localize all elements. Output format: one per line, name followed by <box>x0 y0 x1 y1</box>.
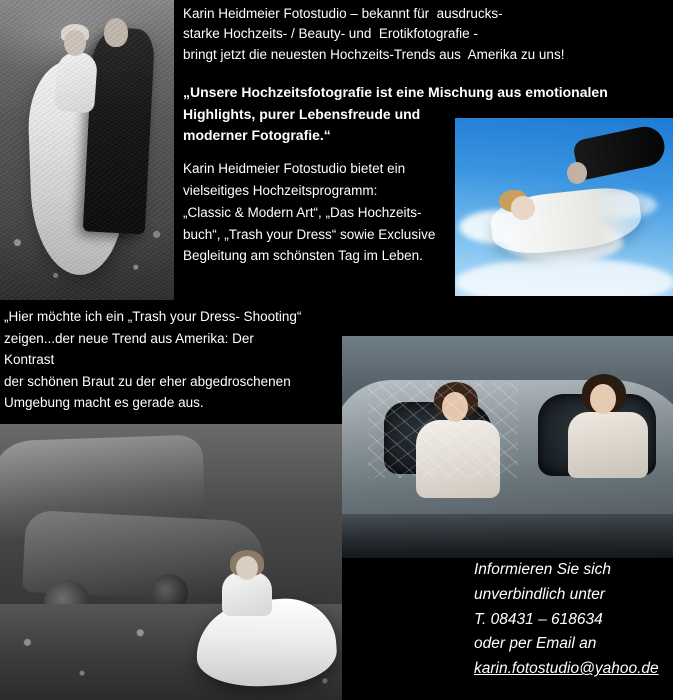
intro-line-2: starke Hochzeits- / Beauty- und Erotikfotografie - <box>183 26 478 42</box>
intro-line-1: Karin Heidmeier Fotostudio – bekannt für ausdrucks- <box>183 6 503 21</box>
bride-head-shape <box>236 556 258 580</box>
intro-paragraph <box>183 4 653 65</box>
trash-line-2: zeigen...der neue Trend aus Amerika: Der <box>4 330 254 346</box>
contact-line-4: oder per Email an <box>474 635 597 653</box>
photo-bw-wedding-couple <box>0 0 174 300</box>
contact-line-1: Informieren Sie sich <box>474 561 611 578</box>
trash-your-dress-paragraph <box>4 306 334 414</box>
trash-line-4: der schönen Braut zu der eher abgedroschenen <box>4 373 291 389</box>
contact-block <box>474 558 669 682</box>
shattered-glass-overlay <box>368 382 518 478</box>
film-grain-overlay <box>0 0 174 300</box>
groom-head-shape <box>567 162 587 184</box>
photo-wrecked-car-models <box>342 336 673 558</box>
photo-junkyard-bride <box>0 424 342 700</box>
contact-line-2: unverbindlich unter <box>474 585 605 603</box>
ground-shadow <box>342 514 673 558</box>
trash-line-3: Kontrast <box>4 352 55 368</box>
intro-line-3: bringt jetzt die neuesten Hochzeits-Trends aus Amerika zu uns! <box>183 46 565 62</box>
contact-phone: T. 08431 – 618634 <box>474 610 603 628</box>
program-line-4: buch“, „Trash your Dress“ sowie Exclusive <box>183 226 436 242</box>
trash-line-5: Umgebung macht es gerade aus. <box>4 395 204 411</box>
program-line-3: „Classic & Modern Art“, „Das Hochzeits- <box>183 204 422 220</box>
model-right-body <box>568 412 648 478</box>
program-paragraph <box>183 158 453 267</box>
quote-paragraph <box>183 82 633 147</box>
bride-head-shape <box>511 196 535 220</box>
program-line-5: Begleitung am schönsten Tag im Leben. <box>183 248 423 264</box>
trash-line-1: „Hier möchte ich ein „Trash your Dress- Shooting“ <box>4 309 302 324</box>
cloud-shape <box>455 258 673 296</box>
program-line-2: vielseitiges Hochzeitsprogramm: <box>183 182 378 198</box>
quote-line-3: moderner Fotografie.“ <box>183 127 331 144</box>
quote-line-2: Highlights, purer Lebensfreude und <box>183 105 421 122</box>
model-right-head <box>590 384 616 414</box>
program-line-1: Karin Heidmeier Fotostudio bietet ein <box>183 161 406 176</box>
contact-email-link[interactable]: karin.fotostudio@yahoo.de <box>474 660 659 678</box>
quote-line-1: „Unsere Hochzeitsfotografie ist eine Mischung aus emotionalen <box>183 84 608 100</box>
